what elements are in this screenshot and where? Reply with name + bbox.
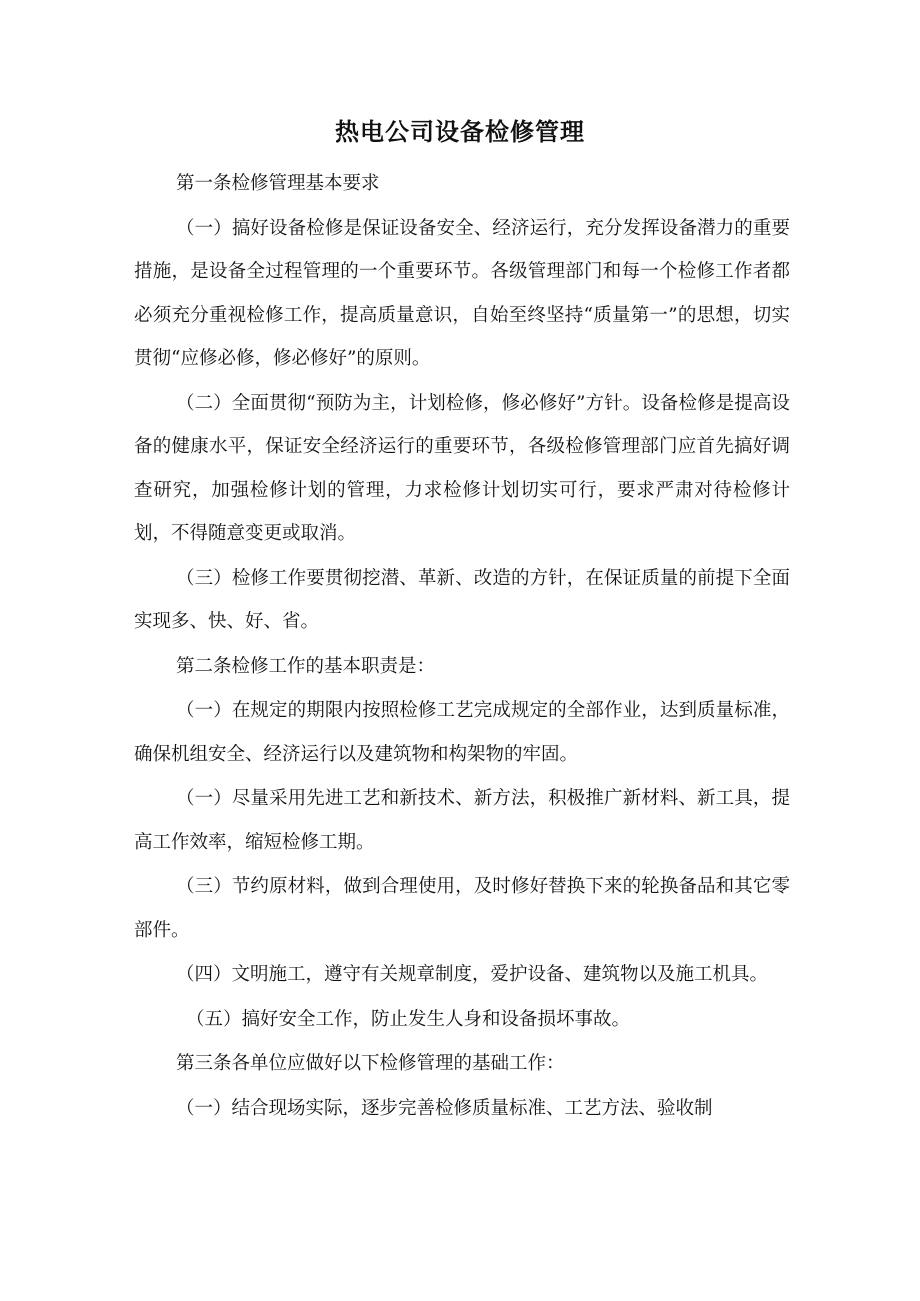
paragraph: （三）节约原材料，做到合理使用，及时修好替换下来的轮换备品和其它零部件。 <box>134 876 790 941</box>
paragraph: （三）检修工作要贯彻挖潜、革新、改造的方针，在保证质量的前提下全面实现多、快、好、省。 <box>134 567 790 632</box>
paragraph: （一）尽量采用先进工艺和新技术、新方法，积极推广新材料、新工具，提高工作效率，缩短检修工期。 <box>134 788 790 853</box>
paragraph: （五）搞好安全工作，防止发生人身和设备损坏事故。 <box>186 1008 631 1030</box>
paragraph: （一）结合现场实际，逐步完善检修质量标准、工艺方法、验收制 <box>176 1097 713 1119</box>
paragraph: （四）文明施工，遵守有关规章制度，爱护设备、建筑物以及施工机具。 <box>176 964 769 985</box>
article-heading: 第一条检修管理基本要求 <box>176 173 380 194</box>
paragraph: （一）搞好设备检修是保证设备安全、经济运行，充分发挥设备潜力的重要措施，是设备全过程管理的一个重要环节。各级管理部门和每一个检修工作者都必须充分重视检修工作，提高质量意识，自始至终坚持“质量第一”的思想，切实贯彻“应修必修，修必修好”的原则。 <box>134 217 790 369</box>
paragraph: （一）在规定的期限内按照检修工艺完成规定的全部作业，达到质量标准，确保机组安全、经济运行以及建筑物和构架物的牢固。 <box>134 700 790 765</box>
article-heading: 第三条各单位应做好以下检修管理的基础工作： <box>176 1053 565 1074</box>
paragraph: （二）全面贯彻“预防为主，计划检修，修必修好”方针。设备检修是提高设备的健康水平，保证安全经济运行的重要环节，各级检修管理部门应首先搞好调查研究，加强检修计划的管理，力求检修计划切实可行，要求严肃对待检修计划，不得随意变更或取消。 <box>134 392 790 544</box>
article-heading: 第二条检修工作的基本职责是： <box>176 655 436 677</box>
document-body <box>134 162 790 1130</box>
document-title: 热电公司设备检修管理 <box>335 118 585 146</box>
